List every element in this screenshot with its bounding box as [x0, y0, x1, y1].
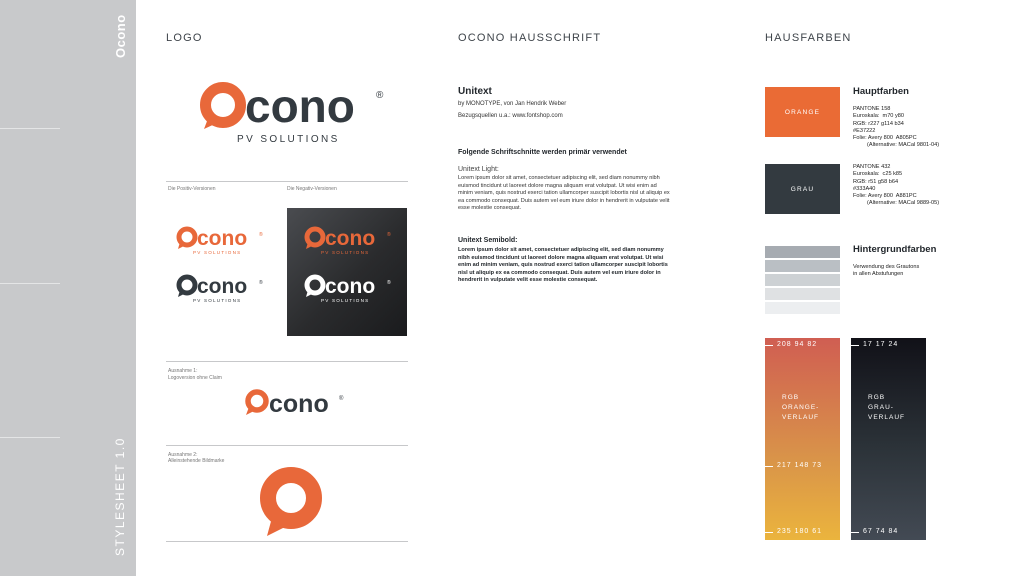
svg-text:®: ®	[376, 90, 384, 101]
exception1-caption: Ausnahme 1:	[168, 368, 198, 374]
svg-text:PV SOLUTIONS: PV SOLUTIONS	[321, 298, 370, 303]
gray-gradient-label: RGB GRAU- VERLAUF	[868, 394, 905, 421]
logo-mark-icon	[204, 88, 241, 130]
gradient-tick	[765, 466, 773, 467]
sidebar-divider	[0, 283, 60, 284]
logo-mark-icon	[178, 229, 195, 249]
orange-gradient-bar	[765, 338, 840, 540]
svg-text:cono: cono	[325, 227, 376, 250]
svg-text:®: ®	[259, 232, 263, 238]
svg-text:PV SOLUTIONS: PV SOLUTIONS	[193, 298, 242, 303]
divider	[166, 361, 408, 362]
svg-text:cono: cono	[197, 227, 248, 250]
exception1-detail: Logoversion ohne Claim	[168, 375, 222, 381]
gray-step	[765, 288, 840, 300]
logo-mark-icon	[178, 277, 195, 297]
gray-spec: PANTONE 432 Euroskala: c25 k85 RGB: r51 g58 b64 #333A40 Folie: Avery 800 A881PC (Alternative: MACal 9889-05)	[853, 164, 940, 207]
sidebar	[0, 0, 136, 576]
logo-claim: PV SOLUTIONS	[237, 134, 340, 145]
svg-text:®: ®	[387, 280, 391, 286]
orange-spec: PANTONE 158 Euroskala: m70 y80 RGB: r227 g114 b34 #E37222 Folie: Avery 800 A805PC (Alternative: MACal 9801-04)	[853, 106, 940, 149]
svg-text:®: ®	[259, 280, 263, 286]
font-cuts-heading: Folgende Schriftschnitte werden primär verwendet	[458, 149, 627, 156]
divider	[166, 541, 408, 542]
negative-logo-orange	[304, 226, 396, 258]
negative-caption: Die Negativ-Versionen	[287, 186, 337, 192]
exception2-caption: Ausnahme 2:	[168, 452, 198, 458]
svg-text:cono: cono	[269, 390, 329, 418]
negative-logo-white	[304, 274, 396, 306]
sidebar-version: STYLESHEET 1.0	[113, 437, 127, 556]
sidebar-divider	[0, 128, 60, 129]
standalone-logo-mark-icon	[255, 464, 325, 540]
main-colors-title: Hauptfarben	[853, 86, 909, 97]
positive-logo-orange	[176, 226, 268, 258]
gray-step	[765, 246, 840, 258]
gray-step	[765, 274, 840, 286]
font-semibold-sample: Lorem ipsum dolor sit amet, consectetuer adipiscing elit, sed diam nonummy nibh euismod tincidunt ut laoreet dolore magna aliquam erat volutpat. Ut wisi enim ad minim veniam, quis nostrud exerci tation ullamcorper suscipit lobortis nisl ut aliquip ex ea commodo consequat. Duis autem vel eum iriure dolor in hendrerit in vulputate velit esse molestie consequat.	[458, 247, 668, 283]
divider	[166, 445, 408, 446]
positive-logo-gray	[176, 274, 268, 306]
gradient-tick	[765, 532, 773, 533]
svg-text:®: ®	[339, 396, 344, 402]
gray-step	[765, 302, 840, 314]
orange-gradient-label: RGB ORANGE- VERLAUF	[782, 394, 820, 421]
heading-colors: HAUSFARBEN	[765, 32, 852, 44]
svg-text:cono: cono	[197, 275, 248, 298]
logo-mark-icon	[246, 392, 266, 415]
font-semibold-label: Unitext Semibold:	[458, 237, 518, 244]
font-light-label: Unitext Light:	[458, 166, 499, 173]
gradient-tick	[851, 532, 859, 533]
sidebar-divider	[0, 437, 60, 438]
gray-stop-top: 17 17 24	[863, 341, 899, 348]
swatch-orange-label: ORANGE	[784, 108, 821, 116]
logo-mark-icon	[306, 277, 323, 297]
logo-mark-icon	[306, 229, 323, 249]
svg-text:cono: cono	[325, 275, 376, 298]
background-colors-title: Hintergrundfarben	[853, 244, 937, 255]
font-source: Bezugsquellen u.a.: www.fontshop.com	[458, 113, 563, 119]
background-colors-desc: Verwendung des Grautons in allen Abstufungen	[853, 264, 920, 278]
gray-stop-bottom: 67 74 84	[863, 528, 899, 535]
gray-gradient-bar	[851, 338, 926, 540]
main-logo	[200, 80, 390, 148]
orange-stop-bottom: 235 180 61	[777, 528, 823, 535]
heading-logo: LOGO	[166, 32, 203, 44]
orange-stop-top: 208 94 82	[777, 341, 818, 348]
font-title: Unitext	[458, 86, 492, 97]
orange-stop-mid: 217 148 73	[777, 462, 823, 469]
font-light-sample: Lorem ipsum dolor sit amet, consectetuer adipiscing elit, sed diam nonummy nibh euismod tincidunt ut laoreet dolore magna aliquam erat volutpat. Ut wisi enim ad minim veniam, quis nostrud exerci tation ullamcorper suscipit lobortis nisl ut aliquip ex ea commodo consequat. Duis autem vel eum iriure dolor in hendrerit in vulputate velit esse molestie consequat.	[458, 175, 670, 211]
svg-text:PV SOLUTIONS: PV SOLUTIONS	[321, 250, 370, 255]
gradient-tick	[765, 345, 773, 346]
logo-wordmark: cono	[245, 80, 355, 132]
logo-without-claim	[244, 388, 348, 418]
divider	[166, 181, 408, 182]
swatch-gray	[765, 164, 840, 214]
swatch-orange	[765, 87, 840, 137]
gray-step	[765, 260, 840, 272]
svg-text:®: ®	[387, 232, 391, 238]
heading-font: OCONO HAUSSCHRIFT	[458, 32, 602, 44]
swatch-gray-label: GRAU	[790, 185, 815, 193]
exception2-detail: Alleinstehende Bildmarke	[168, 458, 225, 464]
svg-text:PV SOLUTIONS: PV SOLUTIONS	[193, 250, 242, 255]
positive-caption: Die Positiv-Versionen	[168, 186, 216, 192]
gradient-tick	[851, 345, 859, 346]
sidebar-brand: Ocono	[113, 14, 128, 58]
font-by: by MONOTYPE, von Jan Hendrik Weber	[458, 101, 567, 107]
